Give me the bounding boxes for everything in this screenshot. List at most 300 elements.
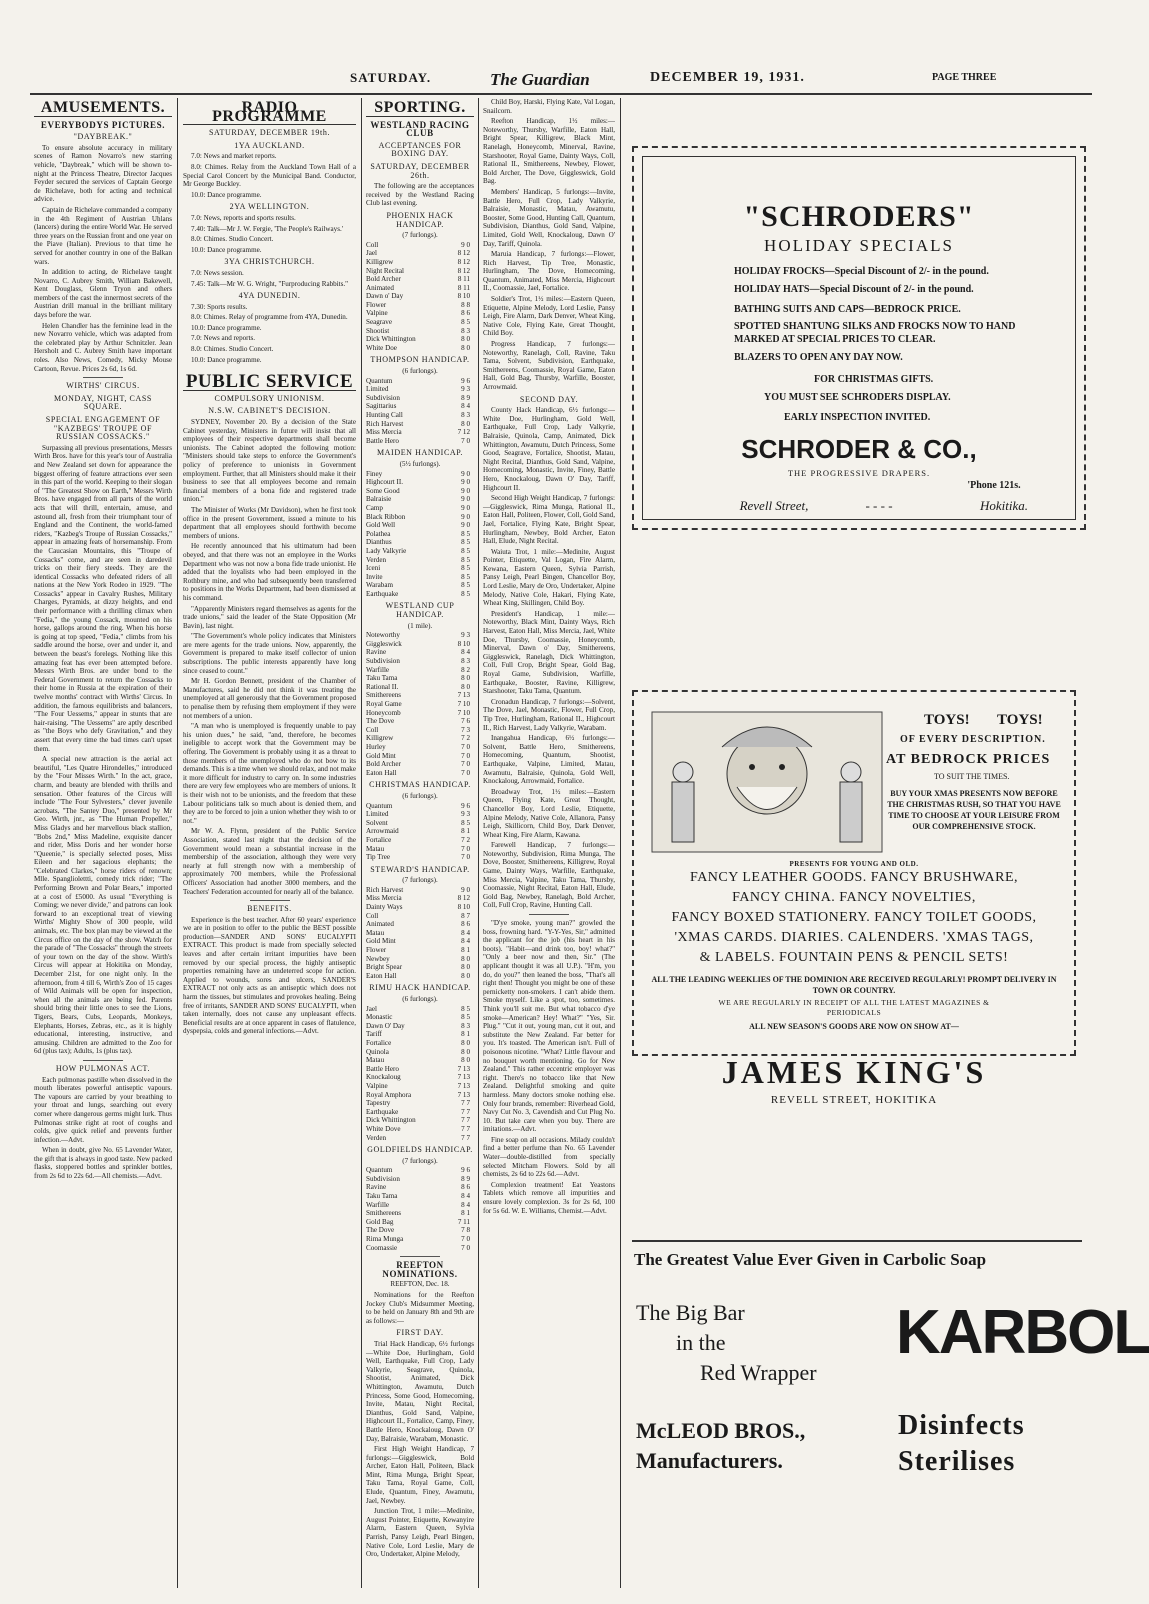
horse-name: Giggleswick [366,639,402,648]
race-entry [366,760,474,769]
horse-weight: 7 10 [457,700,470,708]
horse-weight: 8 12 [457,249,470,258]
race-entry [366,827,474,836]
horse-name: Miss Mercia [366,894,402,903]
masthead-date: DECEMBER 19, 1931. [650,70,805,85]
horse-name: Subdivision [366,657,400,666]
race-entry [366,903,474,912]
horse-weight: 8 1 [461,946,470,955]
horse-weight: 7 0 [461,768,470,777]
santa-illustration [652,712,882,852]
schroders-line: FOR CHRISTMAS GIFTS. [814,374,934,385]
race-distance: (6 furlongs). [402,791,438,800]
race-entry [366,478,474,487]
horse-name: Animated [366,920,394,929]
horse-weight: 8 0 [461,674,470,683]
masthead [30,70,1090,92]
horse-weight: 8 9 [461,393,470,402]
horse-name: Tariff [366,1030,382,1039]
race-entry [366,284,474,293]
toys-line: FANCY LEATHER GOODS. FANCY BRUSHWARE, [689,870,1019,885]
radio-item: 7.0: News session. [191,268,244,277]
race-entry [366,845,474,854]
horse-weight: 7 11 [457,1217,470,1226]
race-distance: (6 furlongs). [402,367,438,376]
horse-name: Earthquake [366,589,399,598]
horse-name: Battle Hero [366,436,399,445]
horse-weight: 8 5 [461,538,470,547]
horse-weight: 7 7 [461,1107,470,1116]
reefton-para: Trial Hack Handicap, 6½ furlongs—White Doe, Hurlingham, Gold Well, Earthquake, Full Crop, Lady Valkyrie, Seagrave, Quinola, Shootist, Animated, Dick Whittington, Awamutu, Dutch Princess, Some Good, Homecoming, Invite, Matau, Night Recital, Dianthus, Gold Sand, Valpine, Highcourt II., Fortalice, Camp, Finey, Battle Hero, Knockaloug, Dawn O' Day, Balraisie, Warabam, Monastic. [366,1339,474,1443]
schroders-advert [632,146,1086,530]
radio-date: SATURDAY, DECEMBER 19th. [208,128,331,138]
horse-name: Fortalice [366,1038,392,1047]
radio-item: 7.0: News and reports. [191,334,256,343]
horse-name: Verden [366,1133,387,1142]
race-entries [366,377,474,446]
horse-name: Dianthus [366,538,392,547]
race-entry [366,734,474,743]
race-entry [366,1022,474,1031]
james-king-address: REVELL STREET, HOKITIKA [770,1094,938,1106]
horse-name: Ravine [366,648,387,657]
karbol-in-the: in the [676,1330,726,1355]
second-day-heading: SECOND DAY. [519,394,579,404]
horse-weight: 8 0 [461,1056,470,1065]
race-entries [366,631,474,777]
horse-name: Royal Game [366,700,402,708]
karbol-makers: McLEOD BROS., [636,1418,806,1443]
race-entry [366,1099,474,1108]
race-entry [366,726,474,735]
schroders-tagline: THE PROGRESSIVE DRAPERS. [787,468,931,478]
horse-name: Highcourt II. [366,478,404,487]
horse-name: Gold Mint [366,937,396,946]
race-entry [366,385,474,394]
horse-name: Jael [366,1004,378,1013]
public-service-para: The Minister of Works (Mr Davidson), when he first took office in the present Government, issued a minute to his department that all employees should forthwith become members of unions. [183,505,356,540]
horse-name: Eaton Hall [366,971,397,980]
horse-name: Coll [366,240,379,249]
horse-name: White Dove [366,1124,401,1133]
race-entry [366,301,474,310]
sporting-intro: The following are the acceptances received by the Westland Racing Club last evening. [366,182,474,208]
horse-weight: 9 3 [461,631,470,640]
horse-name: Gold Bag [366,1217,394,1226]
race-name: GOLDFIELDS HANDICAP. [367,1145,473,1155]
horse-weight: 8 5 [461,589,470,598]
public-service-para: SYDNEY, November 20. By a decision of the State Cabinet yesterday, Ministers in future will insist that all employees of their respective departments shall become unionists. The Cabinet adopted the following motion: "Ministers should take steps to enforce the Government's policy of preference to unionists in Government employment. Further, that all Ministers should make it their business to see that all employees become and remain financial members of a bona fide and registered trade union." [183,418,356,504]
horse-name: Iceni [366,564,381,573]
horse-name: Dainty Ways [366,903,403,912]
schroders-subtitle: HOLIDAY SPECIALS [764,236,954,255]
race-name: STEWARD'S HANDICAP. [370,864,470,874]
horse-weight: 8 4 [461,1192,470,1201]
station-3ya: 3YA CHRISTCHURCH. [224,257,315,267]
race-distance: (5½ furlongs). [399,459,441,468]
race-entry [366,819,474,828]
race-entry [366,1209,474,1218]
race-entry [366,1166,474,1175]
horse-name: Rich Harvest [366,419,404,428]
second-day-para: County Hack Handicap, 6½ furlongs:—White Doe, Hurlingham, Gold Well, Earthquake, Full Crop, Lady Valkyrie, Balraisie, Quinola, Camp, Animated, Dick Whittington, Awamutu, Dutch Princess, Some Good, Seagrave, Fortalice, Shootist, Matau, Night Recital, Dianthus, Gold Sand, Valpine, Homecoming, Monastic, Invite, Finey, Battle Hero, Knockaloug, Dawn O' Day, Tariff, Highcourt II. [483,406,615,492]
radio-item: 8.0: Chimes. Studio Concert. [191,345,274,354]
radio-heading: RADIO PROGRAMME [183,104,356,125]
race-distance: (7 furlongs). [402,231,438,240]
horse-weight: 9 6 [461,1166,470,1175]
race-entry [366,335,474,344]
horse-name: Flower [366,946,387,955]
horse-weight: 7 7 [461,1133,470,1142]
schroders-phone: 'Phone 121s. [967,480,1021,491]
horse-weight: 8 5 [461,581,470,590]
race-entry [366,495,474,504]
karbol-rule [632,1240,1082,1242]
smoke-para: "D'ye smoke, young man?" growled the boss, frowning hard. "Y-Y-Yes, Sir," admitted the applicant for the job (his heart in his boots). "Habit—and drink too, boy! what?" "Only a beer now and then, Sir." (The applicant thought it was all U.P.). "H'm, you do, do you?" then leaned the boss, "That's all right then! Thought you might be one of these pernicketty non-smokers. I can't abide them. Smoke myself. Like a spot, too, sometimes. Think you'll suit me. But what tobacco d'ye smoke—American? Hey! What?" "Yes, Sir. Plug." "Cut it out, young man, cut it out, and substitute the New Zealand. Far better for you. It's toasted. The American isn't. Full of poisonous nicotine. "What? Little flavour and no bouquet worth mentioning. Go for New Zealand." This rather eccentric employer was right. There's no tobacco like that New Zealand. Delightful smoking and quite harmless. Many doctors smoke nothing else. Only four brands, remember: Riverhead Gold, Navy Cut No. 3, Cavendish and Cut Plug No. 10. But take care when you buy. There are imitations.—Advt. [483,919,615,1134]
race-entry [366,249,474,258]
race-entry [366,1082,474,1091]
horse-weight: 8 0 [461,335,470,344]
horse-weight: 9 3 [461,810,470,819]
horse-name: Earthquake [366,1107,399,1116]
karbol-disinfects: Disinfects [898,1410,1025,1441]
horse-weight: 8 5 [461,555,470,564]
station-2ya: 2YA WELLINGTON. [229,202,310,212]
amusements-sub: EVERYBODYS PICTURES. [40,119,166,130]
race-entries [366,802,474,862]
radio-item: 7.40: Talk—Mr J. W. Fergie, 'The People's Railways.' [191,224,344,233]
horse-weight: 8 5 [461,546,470,555]
horse-weight: 9 0 [461,240,470,249]
race-entry [366,894,474,903]
horse-name: Warfille [366,665,390,674]
reefton-cont-para: Soldier's Trot, 1½ miles:—Eastern Queen, Etiquette, Alpine Melody, Lord Leslie, Pansy Leigh, Fire Alarm, Dark Denver, Wheat King, Native Cole, Flying Kate, Great Thought, Child Boy. [483,295,615,338]
public-service-para: "Apparently Ministers regard themselves as agents for the trade unions," said the leader of the State Opposition (Mr Bavin), last night. [183,604,356,630]
public-service-para: Mr H. Gordon Bennett, president of the Chamber of Manufactures, said he did not think it was treating the unemployed at all generously that the Government proposed to penalise them by refusing them employment if they were not members of a union. [183,677,356,720]
horse-weight: 8 6 [461,1183,470,1192]
horse-weight: 7 13 [457,1064,470,1073]
toys-line: FANCY BOXED STATIONERY. FANCY TOILET GOODS, [671,910,1037,925]
column-rule [478,98,479,1588]
horse-name: Smithereens [366,691,402,700]
reefton-cont-para: Child Boy, Harski, Flying Kate, Val Logan, Snailcorn. [483,98,615,115]
horse-weight: 7 7 [461,1099,470,1108]
race-name: MAIDEN HANDICAP. [376,448,464,458]
race-entry [366,1134,474,1143]
horse-name: Dawn o' Day [366,292,404,301]
radio-item: 7.45: Talk—Mr W. G. Wright, "Furproducing Rabbits." [191,279,349,288]
radio-item: 8.0: Chimes. Studio Concert. [191,235,274,244]
horse-name: Knockaloug [366,1073,401,1082]
radio-item: 7.0: News and market reports. [191,152,277,161]
race-entries [366,241,474,353]
horse-weight: 7 7 [461,1116,470,1125]
sporting-acceptances: ACCEPTANCES FOR BOXING DAY. [378,140,462,159]
radio-item: 8.0: Chimes. Relay of programme from 4YA, Dunedin. [191,313,348,322]
radio-item: 10.0: Dance programme. [191,245,262,254]
schroders-line: BATHING SUITS AND CAPS—BEDROCK PRICE. [734,304,961,315]
horse-weight: 9 6 [461,376,470,385]
race-entry [366,309,474,318]
horse-weight: 8 6 [461,309,470,318]
horse-weight: 8 1 [461,827,470,836]
horse-name: Solvent [366,818,388,827]
horse-name: Seagrave [366,318,392,327]
horse-name: Royal Amphora [366,1090,412,1099]
race-entry [366,674,474,683]
toys-line: FANCY CHINA. FANCY NOVELTIES, [732,890,976,905]
horse-weight: 8 0 [461,682,470,691]
race-entry [366,437,474,446]
horse-weight: 9 0 [461,469,470,478]
horse-name: White Doe [366,343,397,352]
horse-weight: 8 12 [457,266,470,275]
public-service-para: "A man who is unemployed is frequently unable to pay his union dues," he said, "and, therefore, he becomes ineligible to accept work that the Government may be offering. The Government is probably using it as a threat to those members of the unemployed who do not bow to its demands. This is a time when we should relax, and not make it more difficult for industry to carry on. In some industries there are very few employees who are members of unions. It is their wish not to be unionists, and the freedom that these Labour politicians talk so much about is denied them, and they are to be forced to join a union whether they wish to or not." [183,722,356,825]
horse-weight: 8 0 [461,954,470,963]
column-radio [183,98,356,1588]
horse-name: Smithereens [366,1209,402,1218]
horse-name: Matau [366,844,385,853]
race-entry [366,487,474,496]
public-service-heading: PUBLIC SERVICE [183,378,356,391]
horse-name: Valpine [366,1081,388,1090]
horse-weight: 8 3 [461,326,470,335]
schroders-firm: SCHRODER & CO., [741,434,977,464]
race-entries [366,470,474,599]
race-entry [366,1201,474,1210]
radio-item: 8.0: Chimes. Relay from the Auckland Town Hall of a Special Carol Concert by the Municipal Band. Conductor, Mr George Buckley. [183,162,356,189]
karbol-sterilises: Sterilises [898,1446,1016,1477]
horse-name: The Dove [366,717,395,726]
race-entry [366,802,474,811]
race-entry [366,513,474,522]
toys-line: 'XMAS CARDS. DIARIES. CALENDERS. 'XMAS TAGS, [674,930,1034,945]
race-entry [366,402,474,411]
horse-name: Battle Hero [366,1064,399,1073]
radio-item: 7.30: Sports results. [191,302,248,311]
horse-weight: 8 10 [457,639,470,648]
race-name: PHOENIX HACK HANDICAP. [386,210,454,229]
horse-weight: 7 8 [461,1226,470,1235]
horse-name: Balraisie [366,495,392,504]
public-service-para: He recently announced that his ultimatum had been obeyed, and that there was not an employee in the Works Department who was not now a bona fide trade unionist. He added that the loyalists who had been employed in the Rothbury mine, and who had subsequently been transferred to positions in the Works Department, had been dismissed at his command. [183,542,356,602]
horse-weight: 8 5 [461,1013,470,1022]
race-entry [366,275,474,284]
karbol-red-wrapper: Red Wrapper [700,1360,817,1385]
race-entry [366,1065,474,1074]
horse-weight: 8 7 [461,911,470,920]
horse-weight: 8 3 [461,657,470,666]
race-entry [366,581,474,590]
race-distance: (1 mile). [407,621,433,630]
lavender-ad-para: Fine soap on all occasions. Milady couldn't find a better perfume than No. 65 Lavender Water—double-distilled from specially selected Mitcham Flowers. Sold by all chemists, 2s 6d to 22s 6d.—Advt. [483,1135,615,1179]
horse-weight: 8 0 [461,343,470,352]
karbol-tagline: The Greatest Value Ever Given in Carbolic Soap [634,1250,987,1269]
race-entry [366,1056,474,1065]
toys-line: & LABELS. FOUNTAIN PENS & PENCIL SETS! [699,950,1009,965]
divider [250,900,290,901]
reefton-heading: REEFTON NOMINATIONS. [382,1260,458,1279]
race-entry [366,327,474,336]
race-entries [366,1166,474,1252]
horse-name: Eaton Hall [366,768,397,777]
race-entry [366,1226,474,1235]
race-entry [366,972,474,981]
toys-presents: PRESENTS FOR YOUNG AND OLD. [789,860,919,868]
circus-para: A special new attraction is the aerial act beautiful, "Les Quatre Hirondelles," introduced by the "Four Misses Wirth." In the act, grace, charm, and beauty are blended with thrills and sensation. Other features of the Circus will include "The Four Sylvesters," clever juvenile acrobats, "The Santey Duo," presented by Mr Geo. Wirth, jnr., as "The Human Propeller," Miss Gladys and her marvellous black stallion, "Bobs 2nd," Miss Madeline, exquisite dancer and rider, Miss Doris and her wonder horse "Queenie," is specially selected poses, Miss Eileen and her sagacious elephants; the "Celebrated Clarkes," horse riders of renown; Mlle. Spangliolettti, comedy trick rider; "The Performing Brown and Polar Bears," imported at a cost of £5000. As usual "Everything is Coming; we never divide," and patrons can look forward to an exceptional treat of viewing Wirths' Mighty Show of 300 people, wild animals, etc. The box plan may be viewed at the Circus office on the day of the show. Watch for the parade of "The Cossacks" through the streets of your town on the day of the show. Wirth's Circus will appear at Hokitika on Monday, December 21st, for one night only. In the afternoon, from 4 till 6, Wirth's Zoo of 15 cages of Wild Animals will be open for inspection, when all the animals are being fed. Parents should bring their little ones to see the Lions, Tigers, Bears, Cubs, Leopards, Monkeys, Elephants, Horses, Zebras, etc., as it is highly educational, interesting, instructive, and amusing. Children are admitted to the Zoo for 6d (plus tax); Adults, 1s (plus tax). [34,755,172,1056]
horse-name: Lady Valkyrie [366,546,407,555]
horse-weight: 7 10 [457,708,470,717]
second-day-para: Second High Weight Handicap, 7 furlongs:—Giggleswick, Rima Munga, Rational II., Eaton Hall, Politeen, Flower, Coll, Gold Sand, Jael, Fortalice, Flying Kate, Bright Spear, Hurlingham, Newbey, Bold Archer, Eaton Hall, Elude, Night Recital. [483,494,615,546]
divider [83,1060,123,1061]
reefton-cont-para: Reefton Handicap, 1½ miles:—Noteworthy, Thursby, Warfille, Eaton Hall, Bright Spear, Killigrew, Black Mint, Ranelagh, Honeycomb, Minerval, Ravine, Starshooter, Royal Game, Dainty Ways, Coll, Rational II., Smithereens, Newbey, Flower, Bold Archer, The Dove, Giggleswick, Gold Bag. [483,117,615,186]
race-entry [366,411,474,420]
horse-name: Ravine [366,1183,387,1192]
radio-item: 10.0: Dance programme. [191,355,262,364]
race-entries [366,1005,474,1143]
horse-name: Miss Mercia [366,428,402,437]
horse-weight: 8 12 [457,257,470,266]
race-entry [366,318,474,327]
horse-name: Quinola [366,1047,389,1056]
horse-name: Invite [366,572,383,581]
column-rule [361,98,362,1588]
amusements-para: Captain de Richelave commanded a company in the 4th Regiment of Austrian Uhlans (lancers) during the entire World War. He served three years on the Russian front and one year on the Piave (Italian). Previous to that time he served for another country in one of the Balkan wars. [34,205,172,266]
horse-name: Killigrew [366,734,394,743]
race-entry [366,1013,474,1022]
horse-name: Arrowmaid [366,827,399,836]
horse-weight: 8 1 [461,1209,470,1218]
race-entry [366,573,474,582]
horse-weight: 8 0 [461,963,470,972]
horse-weight: 8 9 [461,1174,470,1183]
horse-name: Limited [366,385,389,394]
horse-weight: 8 5 [461,1004,470,1013]
public-service-para: "The Government's whole policy indicates that Ministers are mere agents for the trade unions. Now, apparently, the Government is prepared to make itself collector of union subscriptions. The public interests apparently have long since ceased to count." [183,632,356,675]
horse-name: Valpine [366,309,388,318]
horse-name: Coll [366,911,379,920]
race-entry [366,937,474,946]
horse-weight: 7 13 [457,1073,470,1082]
race-entry [366,709,474,718]
horse-weight: 8 4 [461,1200,470,1209]
race-entry [366,547,474,556]
race-entry [366,1183,474,1192]
race-entry [366,428,474,437]
race-entry [366,1244,474,1253]
race-name: THOMPSON HANDICAP. [370,355,470,365]
horse-weight: 9 3 [461,385,470,394]
horse-name: Subdivision [366,1174,400,1183]
horse-name: Shootist [366,326,390,335]
horse-weight: 8 10 [457,903,470,912]
horse-name: Hurley [366,742,386,751]
horse-name: Monastic [366,1013,393,1022]
horse-weight: 8 0 [461,419,470,428]
horse-weight: 7 2 [461,734,470,743]
horse-weight: 8 10 [457,292,470,301]
horse-weight: 7 13 [457,691,470,700]
race-entry [366,752,474,761]
race-entry [366,836,474,845]
horse-weight: 7 12 [457,428,470,437]
race-entry [366,886,474,895]
horse-name: Black Ribbon [366,512,406,521]
horse-weight: 9 6 [461,801,470,810]
horse-name: Warabam [366,581,393,590]
second-day-para: Inangahua Handicap, 6½ furlongs:—Solvent, Battle Hero, Smithereens, Homecoming, Quantum, Shootist, Earthquake, Valpine, Limited, Matau, Awamutu, Balraisie, Quinola, Gold Well, Knockaloug, Arrowmaid, Fortalice. [483,734,615,786]
race-entry [366,530,474,539]
benefits-heading: BENEFITS. [247,904,292,914]
toys-description: OF EVERY DESCRIPTION. [900,734,1046,745]
first-day-heading: FIRST DAY. [396,1328,444,1338]
race-entry [366,377,474,386]
horse-name: Dick Whittington [366,1116,416,1125]
horse-name: Rima Munga [366,1235,404,1244]
race-entry [366,657,474,666]
schroders-line: SPOTTED SHANTUNG SILKS AND FROCKS NOW TO HAND MARKED AT SPECIAL PRICES TO CLEAR. [734,321,1016,345]
race-entry [366,504,474,513]
horse-name: Gold Mint [366,751,396,760]
divider [400,1256,440,1257]
race-entry [366,1048,474,1057]
schroders-street: Revell Street, [739,498,809,513]
race-entry [366,946,474,955]
reefton-intro: Nominations for the Reefton Jockey Club's Midsummer Meeting, to be held on January 8th and 9th are as follows:— [366,1291,474,1325]
race-entry [366,1192,474,1201]
race-entry [366,929,474,938]
column-reefton [483,98,615,1588]
horse-name: Gold Well [366,521,396,530]
horse-name: Tapestry [366,1099,391,1108]
horse-name: Matau [366,1056,385,1065]
horse-name: Some Good [366,486,400,495]
toys-buy-now: BUY YOUR XMAS PRESENTS NOW BEFORE THE CHRISTMAS RUSH, SO THAT YOU HAVE TIME TO CHOOSE AT YOUR LEISURE FROM OUR COMPREHENSIVE STOCK. [887,789,1061,831]
horse-name: Rich Harvest [366,885,404,894]
horse-weight: 8 11 [457,283,470,292]
horse-weight: 8 3 [461,1021,470,1030]
circus-sub: MONDAY, NIGHT, CASS SQUARE. [54,393,152,412]
race-entry [366,666,474,675]
horse-name: Honeycomb [366,708,401,717]
race-entry [366,769,474,778]
horse-name: Tip Tree [366,853,390,862]
race-entries [366,886,474,981]
horse-name: Bold Archer [366,760,401,769]
amusements-para: In addition to acting, de Richelave taught Novarro, C. Aubrey Smith, William Bakewell, Kent Douglass, Glenn Tryon and others members of the cast the innermost secrets of the Austrian drill manual in the brilliant military days before the war. [34,268,172,320]
circus-sub2: SPECIAL ENGAGEMENT OF "KAZBEGS' TROUPE OF RUSSIAN COSSACKS." [45,415,161,442]
horse-weight: 9 0 [461,885,470,894]
race-entry [366,1073,474,1082]
schroders-title: "SCHRODERS" [743,200,975,233]
race-entry [366,590,474,599]
horse-weight: 8 4 [461,402,470,411]
schroders-dashes: - - - - [865,498,893,513]
benefits-para: Experience is the best teacher. After 60 years' experience we are in position to offer to the public the BEST possible production—SANDER AND SONS' EUCALYPTI EXTRACT. This product is made from specially selected leaves and after certain irritant impurities have been removed by our special process, the highly antiseptic properties remaining have an undeterred scope for action. Applied to wounds, sores and ulcers, SANDER'S EXTRACT not only acts as an antiseptic which does not harm the tissues, but stimulates and provokes healing. Being free of irritants, SANDER AND SONS' EUCALYPTI, when taken internally, does not cause any unpleasant effects. Beneficial results are at once apparent in cases of flatulence, dyspepsia, colds and general infections.—Advt. [183,915,356,1036]
amusements-heading: AMUSEMENTS. [34,104,172,117]
race-entry [366,1116,474,1125]
horse-weight: 7 7 [461,1124,470,1133]
horse-name: Quantum [366,1166,393,1175]
race-entry [366,1235,474,1244]
horse-name: Subdivision [366,393,400,402]
race-distance: (7 furlongs). [402,876,438,885]
horse-weight: 9 0 [461,495,470,504]
divider [83,377,123,378]
horse-weight: 9 0 [461,486,470,495]
column-amusements [34,98,172,1588]
race-name: CHRISTMAS HANDICAP. [369,780,471,790]
